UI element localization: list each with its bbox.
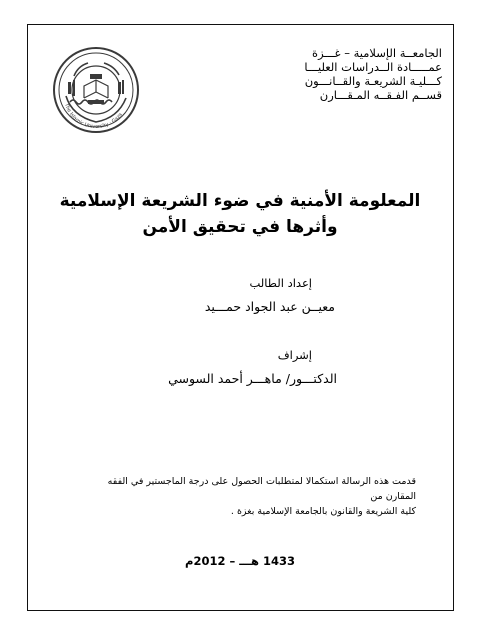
thesis-year: 1433 هـــ – 2012م — [185, 554, 295, 568]
thesis-title-line1: المعلومة الأمنية في ضوء الشريعة الإسلامية — [59, 191, 421, 211]
thesis-title-line2: وأثرها في تحقيق الأمن — [142, 217, 338, 237]
submission-note — [86, 474, 416, 519]
supervisor-label: إشراف — [277, 348, 312, 362]
header-faculty: كـــليـة الشريعـة والقــانـــون — [304, 74, 442, 88]
submission-note-line1: قدمت هذه الرسالة استكمالا لمتطلبات الحصول على درجة الماجستير في الفقه المقارن من — [107, 476, 416, 502]
svg-text:The Islamic University · Gaza: The Islamic University · Gaza — [63, 102, 124, 131]
thesis-title — [0, 188, 480, 240]
university-seal-icon — [52, 46, 140, 134]
submission-note-line2: كلية الشريعة والقانون بالجامعة الإسلامية بغزة . — [230, 506, 416, 517]
header-department: قســم الفـقــه المـقـــارن — [319, 88, 442, 102]
author-name: معيــن عبد الجواد حمـــيد — [204, 299, 335, 314]
university-header — [242, 46, 442, 102]
supervisor-name: الدكتـــور/ ماهـــر أحمد السوسي — [168, 371, 337, 386]
author-label: إعداد الطالب — [249, 276, 312, 290]
header-university: الجامعــة الإسلامية – غـــزة — [312, 46, 442, 60]
header-graduate-deanship: عمـــــادة الــدراسات العليـــا — [304, 60, 442, 74]
